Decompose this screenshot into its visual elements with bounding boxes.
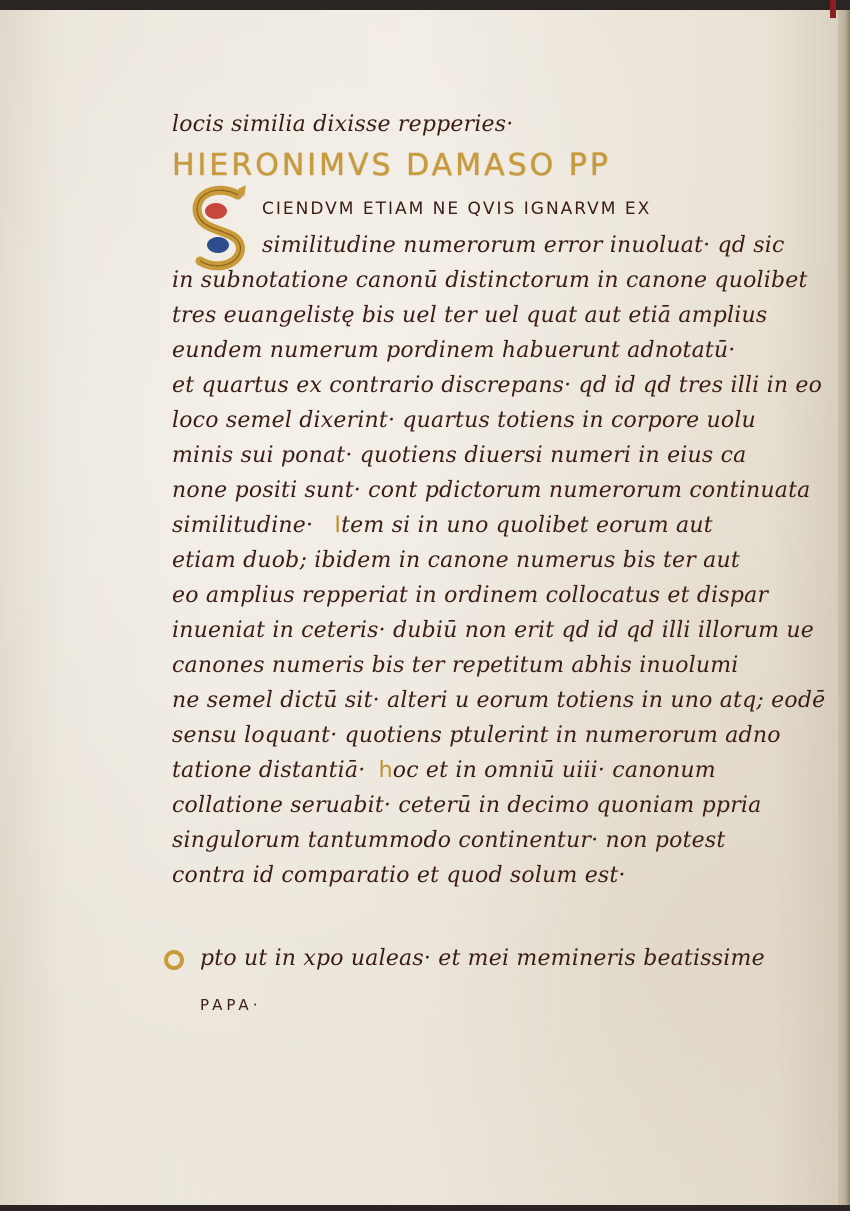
text-line-19: collatione seruabit· ceterū in decimo quoniam ppria <box>172 793 762 818</box>
text-line-17: sensu loquant· quotiens ptulerint in numerorum adno <box>172 723 781 748</box>
manuscript-page <box>0 10 838 1205</box>
text-line-14: inueniat in ceteris· dubiū non erit qd id qd illi illorum ue <box>172 618 814 643</box>
text-line-caps: CIENDVM ETIAM NE QVIS IGNARVM EX <box>262 199 652 219</box>
text-line-8: loco semel dixerint· quartus totiens in corpore uolu <box>172 408 756 433</box>
hoc-initial: h <box>378 758 393 783</box>
text-line-16: ne semel dictū sit· alteri u eorum totiens in uno atq; eodē <box>172 688 826 713</box>
text-line-7: et quartus ex contrario discrepans· qd id qd tres illi in eo <box>172 373 823 398</box>
rubric-heading: HIERONIMVS DAMASO PP <box>172 148 611 183</box>
text-line-3: similitudine numerorum error inuoluat· qd sic <box>262 233 785 258</box>
text-line-11-rest: tem si in uno quolibet eorum aut <box>341 513 713 538</box>
text-line-6: eundem numerum pordinem habuerunt adnotatū· <box>172 338 736 363</box>
text-line-18-rest: oc et in omniū uiii· canonum <box>392 758 716 783</box>
text-line-22: pto ut in xpo ualeas· et mei memineris beatissime <box>200 946 765 971</box>
text-line-11-start: similitudine· <box>172 513 314 538</box>
text-line-15: canones numeris bis ter repetitum abhis inuolumi <box>172 653 739 678</box>
text-line-9: minis sui ponat· quotiens diuersi numeri in eius ca <box>172 443 747 468</box>
bookmark-ribbon <box>830 0 836 18</box>
text-line-18-start: tatione distantiā· <box>172 758 366 783</box>
text-line-11 <box>172 513 713 538</box>
text-line-5: tres euangelistę bis uel ter uel quat aut etiā amplius <box>172 303 768 328</box>
item-initial: I <box>334 513 342 538</box>
text-line-18 <box>172 758 716 783</box>
page-edge <box>838 10 850 1205</box>
decorated-initial-s <box>186 185 256 271</box>
closing-papa: PAPA· <box>200 996 262 1014</box>
text-line-1: locis similia dixisse repperies· <box>172 112 514 137</box>
decorated-initial-o <box>162 948 186 972</box>
text-line-4: in subnotatione canonū distinctorum in canone quolibet <box>172 268 808 293</box>
text-line-10: none positi sunt· cont pdictorum numerorum continuata <box>172 478 811 503</box>
text-line-12: etiam duob; ibidem in canone numerus bis ter aut <box>172 548 740 573</box>
text-line-20: singulorum tantummodo continentur· non potest <box>172 828 726 853</box>
text-line-21: contra id comparatio et quod solum est· <box>172 863 626 888</box>
text-line-13: eo amplius repperiat in ordinem collocatus et dispar <box>172 583 769 608</box>
